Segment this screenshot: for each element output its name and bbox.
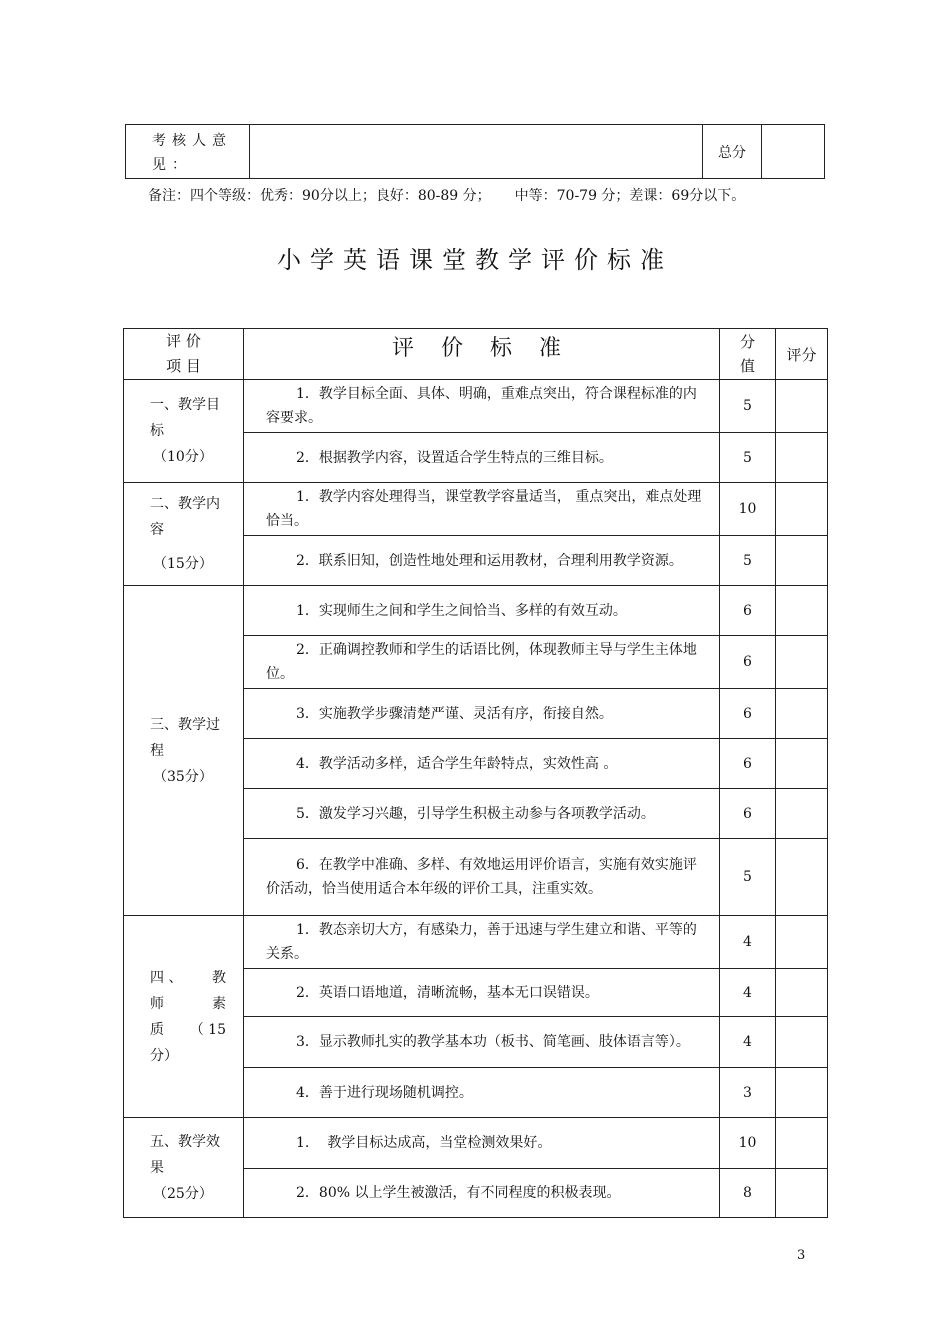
criterion-body: 英语口语地道，清晰流畅，基本无口误错误。	[318, 984, 599, 1001]
grade-note-part1: 备注：四个等级：优秀：90分以上；良好：80-89 分；	[148, 188, 491, 204]
score-value: 6	[720, 789, 776, 839]
category-line: 一、教学目	[150, 397, 220, 413]
criterion-number: 3．	[296, 1034, 319, 1050]
criterion-number: 1．	[296, 922, 319, 938]
grade-note-part2: 中等：70-79 分；差课：69分以下。	[514, 188, 746, 204]
total-value-cell[interactable]	[762, 125, 825, 179]
criterion-text	[244, 1017, 720, 1068]
header-standard: 评 价 标 准	[244, 329, 720, 380]
evaluation-cell[interactable]	[776, 1017, 828, 1068]
category-fragment: 素	[212, 995, 226, 1012]
evaluation-cell[interactable]	[776, 433, 828, 483]
criterion-number: 2．	[296, 984, 319, 1001]
evaluation-cell[interactable]	[776, 916, 828, 969]
header-score-line2: 值	[739, 357, 755, 375]
score-value: 10	[720, 1118, 776, 1169]
criterion-number: 2．	[296, 1185, 319, 1201]
criterion-text	[244, 916, 720, 969]
score-value: 5	[720, 380, 776, 433]
criterion-text	[244, 636, 720, 689]
criterion-body: 在教学中准确、多样、有效地运用评价语言，实施有效实施评价活动，恰当使用适合本年级的评价工具，注重实效。	[266, 857, 697, 897]
evaluation-cell[interactable]	[776, 1118, 828, 1169]
category-points: （35分）	[153, 768, 213, 785]
evaluation-cell[interactable]	[776, 789, 828, 839]
criterion-text	[244, 586, 720, 636]
score-value: 4	[720, 1017, 776, 1068]
evaluation-cell[interactable]	[776, 969, 828, 1017]
criterion-text	[244, 789, 720, 839]
criterion-text	[244, 380, 720, 433]
table-row	[124, 586, 828, 636]
criterion-text	[244, 1118, 720, 1169]
page-title: 小学英语课堂教学评价标准	[277, 246, 673, 274]
category-line	[150, 965, 226, 991]
criterion-text	[244, 483, 720, 536]
criterion-number: 5．	[296, 805, 319, 822]
evaluation-cell[interactable]	[776, 1169, 828, 1218]
criterion-body: 教学目标全面、具体、明确，重难点突出，符合课程标准的内容要求。	[266, 386, 697, 426]
category-goals	[124, 380, 244, 483]
criterion-text	[244, 689, 720, 739]
header-score-line1: 分	[739, 333, 755, 351]
category-content	[124, 483, 244, 586]
category-line: 容	[150, 522, 164, 538]
evaluation-cell[interactable]	[776, 586, 828, 636]
header-item-line1: 评 价	[166, 332, 201, 350]
category-fragment: （ 15	[189, 1021, 226, 1038]
criterion-text	[244, 739, 720, 789]
header-evaluation: 评分	[776, 329, 828, 380]
score-value: 5	[720, 433, 776, 483]
table-row	[124, 1118, 828, 1169]
criterion-number: 2．	[296, 552, 319, 569]
page-number: 3	[797, 1248, 806, 1263]
evaluation-cell[interactable]	[776, 739, 828, 789]
reviewer-label: 考核人意见：	[126, 125, 250, 179]
category-effect	[124, 1118, 244, 1218]
score-value: 5	[720, 839, 776, 916]
criterion-body: 教学目标达成高，当堂检测效果好。	[327, 1135, 552, 1151]
criterion-number: 6．	[296, 857, 319, 873]
header-score	[720, 329, 776, 380]
category-fragment: 教	[212, 969, 226, 986]
evaluation-table	[123, 328, 828, 1218]
score-value: 10	[720, 483, 776, 536]
criterion-number: 2．	[296, 642, 319, 658]
evaluation-cell[interactable]	[776, 380, 828, 433]
criterion-body: 善于进行现场随机调控。	[318, 1084, 473, 1101]
grade-note	[148, 183, 808, 209]
score-value: 4	[720, 916, 776, 969]
total-label: 总分	[703, 125, 762, 179]
category-points: （25分）	[153, 1185, 213, 1202]
score-value: 6	[720, 739, 776, 789]
category-line: 果	[150, 1159, 164, 1176]
criterion-body: 教学活动多样，适合学生年龄特点，实效性高 。	[318, 755, 618, 772]
criterion-text	[244, 1169, 720, 1218]
criterion-number: 1．	[296, 386, 319, 402]
criterion-body: 正确调控教师和学生的话语比例，体现教师主导与学生主体地位。	[266, 642, 697, 682]
criterion-body: 教态亲切大方，有感染力，善于迅速与学生建立和谐、平等的关系。	[266, 922, 697, 962]
category-line: 五、教学效	[150, 1133, 220, 1150]
criterion-number: 4．	[296, 1084, 319, 1101]
score-value: 8	[720, 1169, 776, 1218]
category-line: 标	[150, 423, 164, 439]
criterion-text	[244, 433, 720, 483]
table-row	[124, 916, 828, 969]
criterion-body: 实现师生之间和学生之间恰当、多样的有效互动。	[318, 602, 627, 619]
score-value: 5	[720, 536, 776, 586]
category-points: （15分）	[153, 556, 213, 572]
category-fragment: 四 、	[150, 969, 183, 986]
category-fragment: 质	[150, 1021, 164, 1038]
criterion-body: 教学内容处理得当，课堂教学容量适当， 重点突出，难点处理恰当。	[266, 489, 702, 529]
criterion-number: 4．	[296, 755, 319, 772]
evaluation-cell[interactable]	[776, 636, 828, 689]
category-line	[150, 1017, 226, 1043]
category-line	[150, 991, 226, 1017]
criterion-text	[244, 839, 720, 916]
header-item-line2: 项 目	[166, 357, 201, 375]
criterion-number: 2．	[296, 449, 319, 466]
criterion-text	[244, 1068, 720, 1118]
score-value: 6	[720, 689, 776, 739]
category-points: （10分）	[153, 449, 213, 465]
criterion-body: 联系旧知，创造性地处理和运用教材，合理利用教学资源。	[318, 552, 683, 569]
criterion-body: 显示教师扎实的教学基本功（板书、简笔画、肢体语言等）。	[318, 1034, 690, 1050]
criterion-number: 1.	[296, 1135, 310, 1151]
category-teacher-quality	[124, 916, 244, 1118]
reviewer-opinion-cell[interactable]	[250, 125, 703, 179]
category-line: 程	[150, 742, 164, 759]
category-line: 二、教学内	[150, 496, 220, 512]
score-value: 3	[720, 1068, 776, 1118]
evaluation-cell[interactable]	[776, 536, 828, 586]
reviewer-table	[125, 124, 825, 179]
score-value: 6	[720, 586, 776, 636]
criterion-number: 3．	[296, 705, 319, 722]
category-line: 分）	[150, 1047, 178, 1064]
criterion-body: 激发学习兴趣，引导学生积极主动参与各项教学活动。	[318, 805, 655, 822]
header-item	[124, 329, 244, 380]
table-header-row	[124, 329, 828, 380]
category-fragment: 师	[150, 995, 164, 1012]
score-value: 4	[720, 969, 776, 1017]
criterion-text	[244, 536, 720, 586]
criterion-number: 1．	[296, 602, 319, 619]
evaluation-cell[interactable]	[776, 483, 828, 536]
criterion-body: 80% 以上学生被激活，有不同程度的积极表现。	[318, 1185, 621, 1201]
criterion-body: 实施教学步骤清楚严谨、灵活有序，衔接自然。	[318, 705, 613, 722]
criterion-text	[244, 969, 720, 1017]
table-row	[124, 483, 828, 536]
table-row	[124, 380, 828, 433]
category-process	[124, 586, 244, 916]
evaluation-cell[interactable]	[776, 839, 828, 916]
criterion-number: 1．	[296, 489, 319, 505]
evaluation-cell[interactable]	[776, 1068, 828, 1118]
category-line: 三、教学过	[150, 716, 220, 733]
score-value: 6	[720, 636, 776, 689]
criterion-body: 根据教学内容，设置适合学生特点的三维目标。	[318, 449, 613, 466]
evaluation-cell[interactable]	[776, 689, 828, 739]
